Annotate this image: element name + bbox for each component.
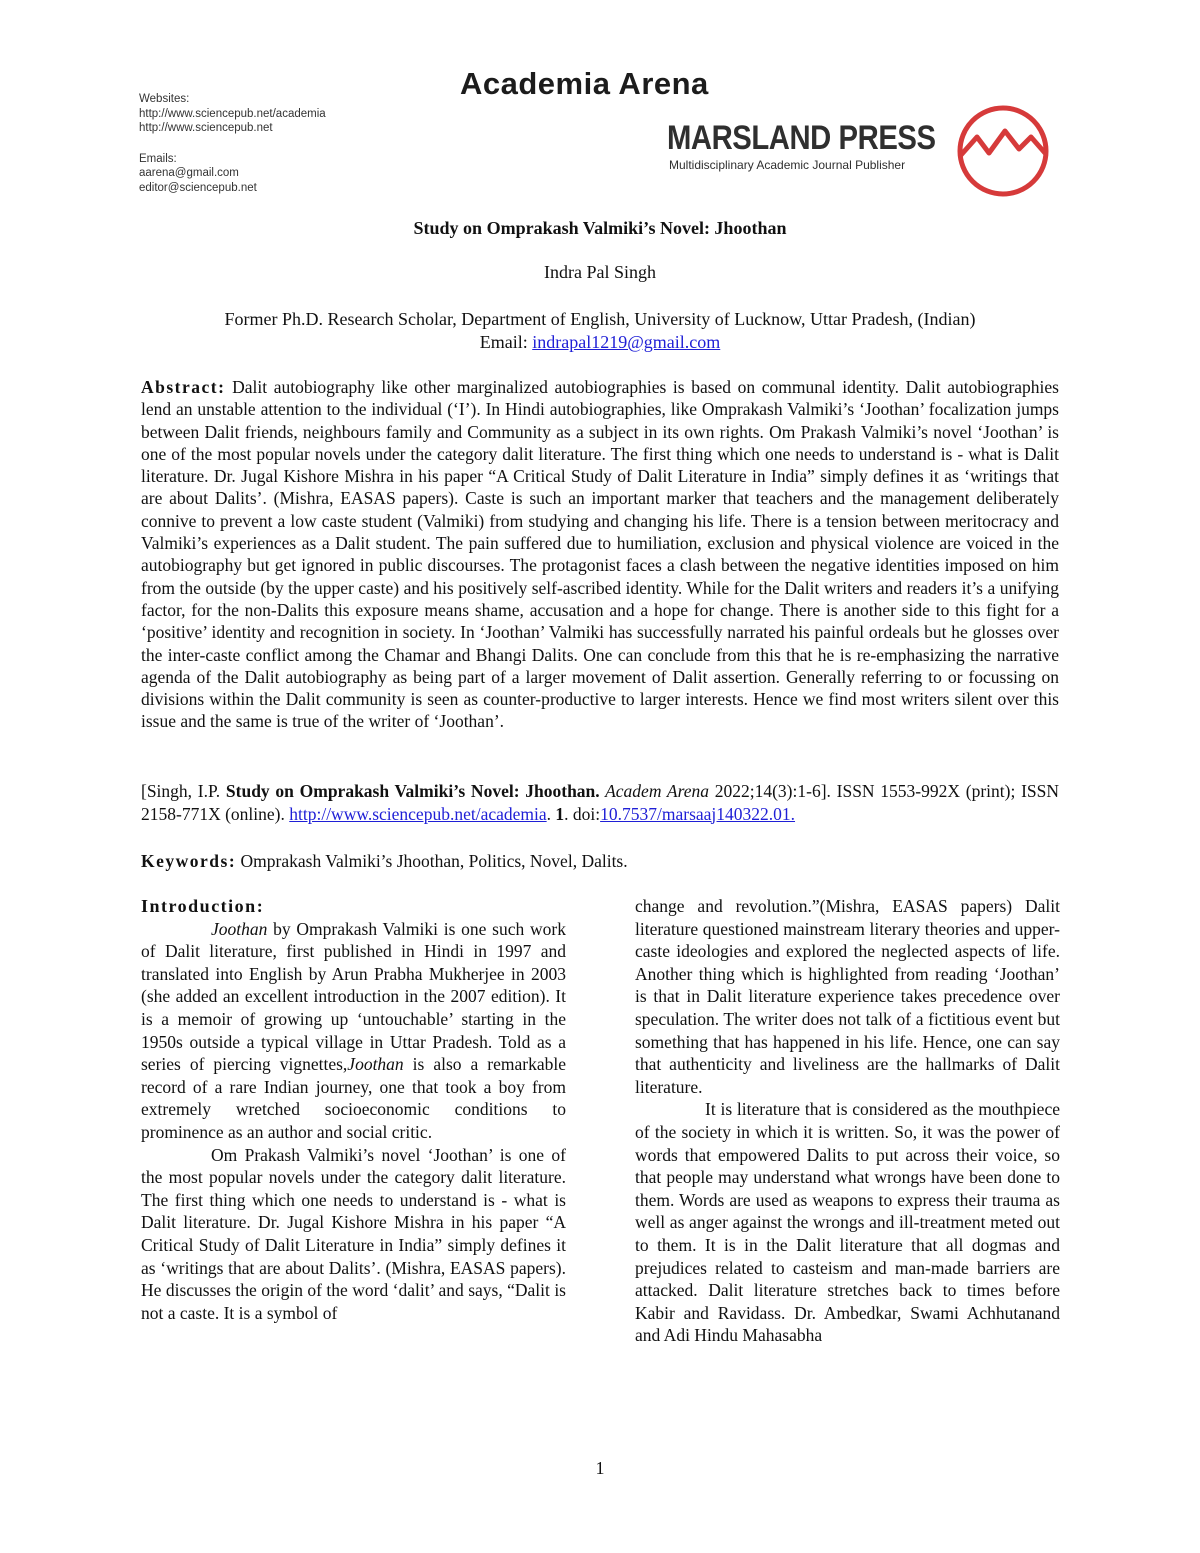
websites-label: Websites: xyxy=(139,93,190,105)
citation-doi-link[interactable]: 10.7537/marsaaj140322.01. xyxy=(600,803,796,824)
publisher-name: MARSLAND PRESS xyxy=(667,119,936,157)
keywords xyxy=(141,850,1059,872)
intro-paragraph-1 xyxy=(141,918,566,1144)
citation-doi-label: . doi: xyxy=(564,803,601,824)
website-link-academia[interactable]: http://www.sciencepub.net/academia xyxy=(139,107,326,120)
intro-paragraph-3: change and revolution.”(Mishra, EASAS papers) Dalit literature questioned mainstream literary theories and upper-caste ideologies and explored the neglected aspects of life. Another thing which is highlighted from reading ‘Joothan’ is that in Dalit literature experience takes precedence over speculation. The writer does not talk of a fictitious event but something that has happened in his life. Hence, one can say that authenticity and liveliness are the hallmarks of Dalit literature. xyxy=(635,896,1060,1097)
publisher-logo xyxy=(667,105,1067,195)
author-affiliation: Former Ph.D. Research Scholar, Department of English, University of Lucknow, Uttar Pradesh, (Indian) xyxy=(224,309,976,329)
intro-paragraph-1-text-b: is also a remarkable record of a rare Indian journey, one that took a boy from extremely wretched socioeconomic conditions to prominence as an author and social critic. xyxy=(141,1054,566,1142)
page-number: 1 xyxy=(595,1458,605,1478)
citation-url-link[interactable]: http://www.sciencepub.net/academia xyxy=(289,803,547,824)
publisher-tagline: Multidisciplinary Academic Journal Publisher xyxy=(669,158,906,172)
keywords-text: Omprakash Valmiki’s Jhoothan, Politics, Novel, Dalits. xyxy=(236,851,628,871)
author-email-line xyxy=(0,331,1200,354)
intro-paragraph-4: It is literature that is considered as the mouthpiece of the society in which it is written. So, it was the power of words that empowered Dalits to put across their voice, so that people may understand what wrongs have been done to them. Words are used as weapons to express their trauma as well as anger against the wrongs and ill-treatment meted out to them. It is in the Dalit literature that all dogmas and prejudices related to casteism and man-made barriers are attacked. Dalit literature stretches back to times before Kabir and Ravidass. Dr. Ambedkar, Swami Achhutanand and Adi Hindu Mahasabha xyxy=(635,1099,1060,1346)
paper-title: Study on Omprakash Valmiki’s Novel: Jhoothan xyxy=(413,218,787,238)
abstract-heading: Abstract: xyxy=(141,377,226,397)
abstract-text: Dalit autobiography like other marginalized autobiographies is based on communal identity. Dalit autobiographies lend an unstable attention to the individual (‘I’). In Hindi autobiographies, like Omprakash Valmiki’s ‘Joothan’ focalization jumps between Dalit friends, neighbours family and Community as a subject in its own rights. Om Prakash Valmiki’s novel ‘Joothan’ is one of the most popular novels under the category dalit literature. The first thing which one needs to understand is - what is Dalit literature. Dr. Jugal Kishore Mishra in his paper “A Critical Study of Dalit Literature in India” simply defines it as ‘writings that are about Dalits’. (Mishra, EASAS papers). Caste is such an important marker that teachers and the management deliberately connive to prevent a low caste student (Valmiki) from studying and changing his life. There is a tension between meritocracy and Valmiki’s experiences as a Dalit student. The pain suffered due to humiliation, exclusion and physical violence are voiced in the autobiography but get ignored in public discourses. The protagonist faces a clash between the negative identities imposed on him from the outside (by the upper caste) and his positively self-ascribed identity. While for the Dalit writers and readers it’s a unifying factor, for the non-Dalits this exposure means shame, accusation and a hope for change. There is another side to this fight for a ‘positive’ identity and recognition in society. In ‘Joothan’ Valmiki has successfully narrated his painful ordeals but he glosses over the inter-caste conflict among the Chamar and Bhangi Dalits. One can conclude from this that he is re-emphasizing the narrative agenda of the Dalit autobiography as being part of a larger movement of Dalit assertion. Generally referring to or focussing on divisions within the Dalit community is seen as counter-productive to larger interests. Hence we find most writers silent over this issue and the same is true of the writer of ‘Joothan’. xyxy=(141,377,1059,732)
mountain-logo-icon xyxy=(955,103,1051,199)
citation xyxy=(141,780,1059,825)
left-column xyxy=(141,895,566,1324)
citation-prefix: [Singh, I.P. xyxy=(141,781,226,801)
citation-journal: Academ Arena xyxy=(599,781,709,801)
joothan-italic: Joothan xyxy=(211,918,268,939)
citation-title: Study on Omprakash Valmiki’s Novel: Jhoothan. xyxy=(225,781,600,801)
contact-email-2[interactable]: editor@sciencepub.net xyxy=(139,181,257,194)
citation-details: 2022;14(3):1-6]. ISSN 1553-992X (print); ISSN 2158-771X (online). xyxy=(141,781,1059,824)
citation-after-url: . xyxy=(546,803,556,824)
joothan-italic-2: Joothan xyxy=(347,1054,404,1075)
right-column xyxy=(635,895,1060,1347)
citation-number: 1 xyxy=(555,803,565,824)
journal-contact-info xyxy=(139,92,439,195)
author-email-link[interactable]: indrapal1219@gmail.com xyxy=(532,332,721,352)
introduction-heading: Introduction: xyxy=(141,896,265,916)
abstract xyxy=(141,376,1059,733)
website-link-sciencepub[interactable]: http://www.sciencepub.net xyxy=(139,122,273,134)
emails-label: Emails: xyxy=(139,152,177,165)
author-name: Indra Pal Singh xyxy=(544,262,656,282)
email-label: Email: xyxy=(479,332,533,352)
keywords-label: Keywords: xyxy=(141,851,237,871)
journal-title: Academia Arena xyxy=(460,66,709,101)
intro-paragraph-1-text-a: by Omprakash Valmiki is one such work of Dalit literature, first published in Hindi in 1997 and translated into English by Arun Prabha Mukherjee in 2003 (she added an excellent introduction in the 2007 edition). It is a memoir of growing up ‘untouchable’ starting in the 1950s outside a typical village in Uttar Pradesh. Told as a series of piercing vignettes, xyxy=(141,918,566,1075)
intro-paragraph-2: Om Prakash Valmiki’s novel ‘Joothan’ is one of the most popular novels under the category dalit literature. The first thing which one needs to understand is - what is Dalit literature. Dr. Jugal Kishore Mishra in his paper “A Critical Study of Dalit Literature in India” simply defines it as ‘writings that are about Dalits’. (Mishra, EASAS papers). He discusses the origin of the word ‘dalit’ and says, “Dalit is not a caste. It is a symbol of xyxy=(141,1144,566,1323)
contact-email-1[interactable]: aarena@gmail.com xyxy=(139,167,239,179)
